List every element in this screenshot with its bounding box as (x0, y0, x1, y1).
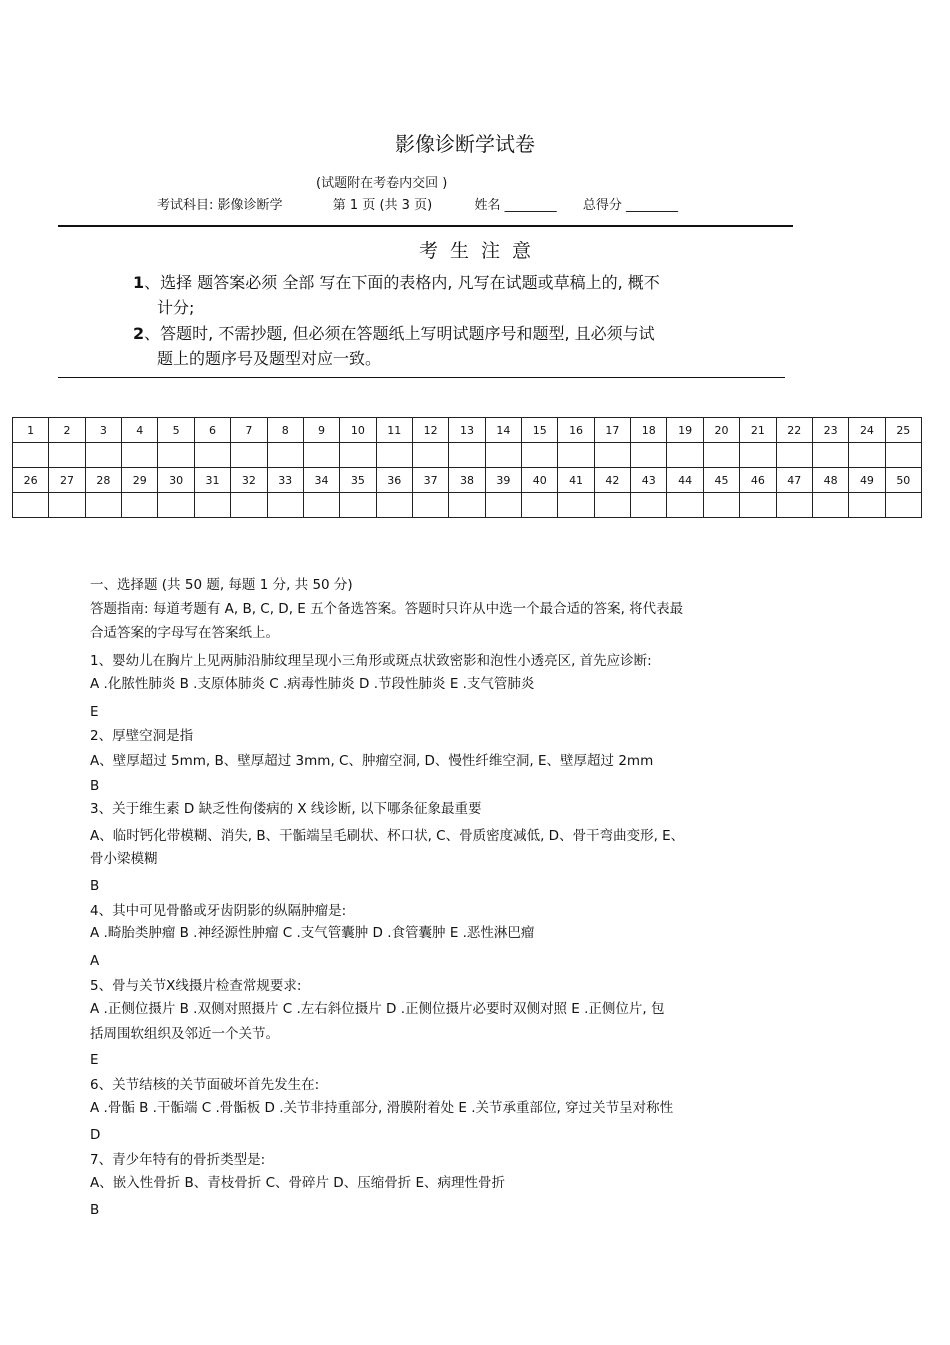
answer-grid-number-cell: 8 (267, 418, 303, 443)
answer-grid-number-cell: 46 (740, 468, 776, 493)
notice-item-2 (133, 321, 655, 344)
answer-grid-number-cell: 26 (13, 468, 49, 493)
answer-grid-number-cell: 10 (340, 418, 376, 443)
notice-item-2-text: 、答题时, 不需抄题, 但必须在答题纸上写明试题序号和题型, 且必须与试 (144, 324, 655, 343)
notice-item-1-cont: 计分; (157, 298, 195, 317)
question-1-answer: E (90, 704, 99, 720)
answer-grid-number-cell: 14 (485, 418, 521, 443)
answer-grid-answer-cell[interactable] (231, 443, 267, 468)
exam-title: 影像诊断学试卷 (395, 132, 535, 156)
answer-grid-number-cell: 43 (631, 468, 667, 493)
answer-grid-answer-cell[interactable] (122, 493, 158, 518)
exam-subtitle: (试题附在考卷内交回 ) (316, 176, 448, 191)
section-guide-cont: 合适答案的字母写在答案纸上。 (90, 625, 279, 641)
divider-bottom (58, 377, 785, 378)
answer-grid-number-cell: 13 (449, 418, 485, 443)
notice-item-2-number: 2 (133, 324, 145, 343)
answer-grid-number-cell: 2 (49, 418, 85, 443)
answer-grid-number-cell: 38 (449, 468, 485, 493)
answer-grid-number-cell: 34 (303, 468, 339, 493)
answer-grid-number-cell: 11 (376, 418, 412, 443)
answer-grid-number-cell: 42 (594, 468, 630, 493)
divider-top (58, 225, 793, 227)
answer-grid-number-cell: 45 (703, 468, 739, 493)
answer-grid-answer-cell[interactable] (340, 443, 376, 468)
answer-grid-number-cell: 5 (158, 418, 194, 443)
answer-grid-number-cell: 23 (812, 418, 848, 443)
answer-grid-answer-cell[interactable] (85, 443, 121, 468)
answer-grid-answer-cell[interactable] (85, 493, 121, 518)
answer-grid-number-cell: 35 (340, 468, 376, 493)
answer-grid-number-cell: 6 (194, 418, 230, 443)
answer-grid-answer-cell[interactable] (849, 493, 885, 518)
answer-grid-answer-cell[interactable] (631, 443, 667, 468)
answer-grid-answer-cell[interactable] (594, 493, 630, 518)
notice-item-1-number: 1 (133, 273, 145, 292)
answer-grid-number-cell: 50 (885, 468, 921, 493)
question-3-answer: B (90, 878, 100, 894)
answer-grid-answer-cell[interactable] (703, 443, 739, 468)
page-indicator: 第 1 页 (共 3 页) (332, 198, 433, 213)
question-3-options-cont: 骨小梁模糊 (90, 851, 158, 867)
answer-grid-answer-cell[interactable] (267, 493, 303, 518)
question-4-options: A .畸胎类肿瘤 B .神经源性肿瘤 C .支气管囊肿 D .食管囊肿 E .恶性淋巴瘤 (90, 925, 535, 941)
answer-grid-number-cell: 36 (376, 468, 412, 493)
answer-grid-number-cell: 37 (412, 468, 448, 493)
answer-grid-answer-cell[interactable] (485, 493, 521, 518)
answer-grid-answer-cell[interactable] (776, 493, 812, 518)
answer-grid-answer-cell[interactable] (631, 493, 667, 518)
answer-grid-answer-cell[interactable] (412, 443, 448, 468)
question-2-options: A、壁厚超过 5mm, B、壁厚超过 3mm, C、肿瘤空洞, D、慢性纤维空洞, E、壁厚超过 2mm (90, 753, 654, 769)
answer-grid-number-cell: 32 (231, 468, 267, 493)
answer-grid-answer-cell[interactable] (194, 493, 230, 518)
question-7-stem: 7、青少年特有的骨折类型是: (90, 1152, 266, 1168)
answer-grid-numbers-1-25 (13, 418, 922, 443)
answer-grid-blanks-26-50 (13, 493, 922, 518)
answer-grid-number-cell: 1 (13, 418, 49, 443)
answer-grid-answer-cell[interactable] (49, 493, 85, 518)
answer-grid-answer-cell[interactable] (740, 443, 776, 468)
answer-grid-answer-cell[interactable] (412, 493, 448, 518)
question-5-answer: E (90, 1052, 99, 1068)
answer-grid-answer-cell[interactable] (340, 493, 376, 518)
subject-label: 考试科目: 影像诊断学 (157, 198, 283, 213)
answer-grid-answer-cell[interactable] (267, 443, 303, 468)
answer-grid-answer-cell[interactable] (49, 443, 85, 468)
answer-grid-number-cell: 3 (85, 418, 121, 443)
answer-grid-answer-cell[interactable] (885, 443, 921, 468)
answer-grid-answer-cell[interactable] (594, 443, 630, 468)
answer-grid-number-cell: 17 (594, 418, 630, 443)
section-guide: 答题指南: 每道考题有 A, B, C, D, E 五个备选答案。答题时只许从中选一个最合适的答案, 将代表最 (90, 601, 684, 617)
question-3-stem: 3、关于维生素 D 缺乏性佝偻病的 X 线诊断, 以下哪条征象最重要 (90, 801, 482, 817)
answer-grid-answer-cell[interactable] (376, 493, 412, 518)
answer-grid-answer-cell[interactable] (158, 443, 194, 468)
question-5-options-cont: 括周围软组织及邻近一个关节。 (90, 1026, 279, 1042)
answer-grid-number-cell: 9 (303, 418, 339, 443)
answer-grid-answer-cell[interactable] (703, 493, 739, 518)
answer-grid-number-cell: 39 (485, 468, 521, 493)
answer-grid-number-cell: 33 (267, 468, 303, 493)
answer-grid-answer-cell[interactable] (812, 443, 848, 468)
answer-grid-number-cell: 18 (631, 418, 667, 443)
question-6-stem: 6、关节结核的关节面破坏首先发生在: (90, 1077, 320, 1093)
question-3-options: A、临时钙化带模糊、消失, B、干骺端呈毛刷状、杯口状, C、骨质密度减低, D、骨干弯曲变形, E、 (90, 828, 685, 844)
answer-grid-answer-cell[interactable] (885, 493, 921, 518)
notice-heading: 考生注意 (418, 240, 543, 262)
answer-grid-answer-cell[interactable] (13, 493, 49, 518)
answer-grid-answer-cell[interactable] (194, 443, 230, 468)
question-5-stem: 5、骨与关节X线摄片检查常规要求: (90, 978, 302, 994)
question-4-stem: 4、其中可见骨骼或牙齿阴影的纵隔肿瘤是: (90, 903, 347, 919)
answer-grid-number-cell: 29 (122, 468, 158, 493)
name-field: 姓名 ________ (474, 198, 557, 213)
answer-grid-number-cell: 15 (522, 418, 558, 443)
answer-grid-answer-cell[interactable] (522, 493, 558, 518)
answer-grid-answer-cell[interactable] (449, 443, 485, 468)
answer-grid-number-cell: 20 (703, 418, 739, 443)
answer-grid-answer-cell[interactable] (849, 443, 885, 468)
question-6-answer: D (90, 1127, 101, 1143)
answer-grid-answer-cell[interactable] (376, 443, 412, 468)
answer-grid-number-cell: 44 (667, 468, 703, 493)
answer-grid-answer-cell[interactable] (231, 493, 267, 518)
answer-grid (12, 417, 922, 518)
answer-grid-number-cell: 40 (522, 468, 558, 493)
question-6-options: A .骨骺 B .干骺端 C .骨骺板 D .关节非持重部分, 滑膜附着处 E .关节承重部位, 穿过关节呈对称性 (90, 1100, 674, 1116)
question-1-options: A .化脓性肺炎 B .支原体肺炎 C .病毒性肺炎 D .节段性肺炎 E .支气管肺炎 (90, 676, 535, 692)
section-title: 一、选择题 (共 50 题, 每题 1 分, 共 50 分) (90, 577, 353, 593)
answer-grid-answer-cell[interactable] (158, 493, 194, 518)
answer-grid-number-cell: 28 (85, 468, 121, 493)
answer-grid-answer-cell[interactable] (740, 493, 776, 518)
answer-grid-number-cell: 4 (122, 418, 158, 443)
answer-grid-answer-cell[interactable] (667, 493, 703, 518)
answer-grid-answer-cell[interactable] (303, 443, 339, 468)
question-4-answer: A (90, 953, 100, 969)
answer-grid-number-cell: 49 (849, 468, 885, 493)
answer-grid-answer-cell[interactable] (122, 443, 158, 468)
question-7-answer: B (90, 1202, 100, 1218)
answer-grid-number-cell: 24 (849, 418, 885, 443)
answer-grid-number-cell: 7 (231, 418, 267, 443)
answer-grid-answer-cell[interactable] (522, 443, 558, 468)
answer-grid-answer-cell[interactable] (13, 443, 49, 468)
answer-grid-answer-cell[interactable] (449, 493, 485, 518)
answer-grid-answer-cell[interactable] (303, 493, 339, 518)
answer-grid-number-cell: 16 (558, 418, 594, 443)
answer-grid-number-cell: 41 (558, 468, 594, 493)
answer-grid-number-cell: 31 (194, 468, 230, 493)
question-5-options: A .正侧位摄片 B .双侧对照摄片 C .左右斜位摄片 D .正侧位摄片必要时双侧对照 E .正侧位片, 包 (90, 1001, 665, 1017)
answer-grid-answer-cell[interactable] (776, 443, 812, 468)
answer-grid-answer-cell[interactable] (812, 493, 848, 518)
answer-grid-number-cell: 25 (885, 418, 921, 443)
answer-grid-number-cell: 12 (412, 418, 448, 443)
answer-grid-numbers-26-50 (13, 468, 922, 493)
question-7-options: A、嵌入性骨折 B、青枝骨折 C、骨碎片 D、压缩骨折 E、病理性骨折 (90, 1175, 506, 1191)
total-score-field: 总得分 ________ (582, 198, 678, 213)
answer-grid-number-cell: 19 (667, 418, 703, 443)
answer-grid-number-cell: 27 (49, 468, 85, 493)
question-2-answer: B (90, 778, 100, 794)
notice-item-1-text: 、选择 题答案必须 全部 写在下面的表格内, 凡写在试题或草稿上的, 概不 (144, 273, 660, 292)
answer-grid-number-cell: 22 (776, 418, 812, 443)
answer-grid-answer-cell[interactable] (558, 443, 594, 468)
question-1-stem: 1、婴幼儿在胸片上见两肺沿肺纹理呈现小三角形或斑点状致密影和泡性小透亮区, 首先应诊断: (90, 653, 652, 669)
answer-grid-number-cell: 48 (812, 468, 848, 493)
notice-item-1 (133, 270, 660, 293)
answer-grid-answer-cell[interactable] (485, 443, 521, 468)
answer-grid-blanks-1-25 (13, 443, 922, 468)
answer-grid-answer-cell[interactable] (667, 443, 703, 468)
question-2-stem: 2、厚壁空洞是指 (90, 728, 194, 744)
exam-info-line (157, 194, 678, 213)
answer-grid-number-cell: 47 (776, 468, 812, 493)
answer-grid-number-cell: 21 (740, 418, 776, 443)
answer-grid-number-cell: 30 (158, 468, 194, 493)
notice-item-2-cont: 题上的题序号及题型对应一致。 (157, 349, 382, 368)
answer-grid-answer-cell[interactable] (558, 493, 594, 518)
